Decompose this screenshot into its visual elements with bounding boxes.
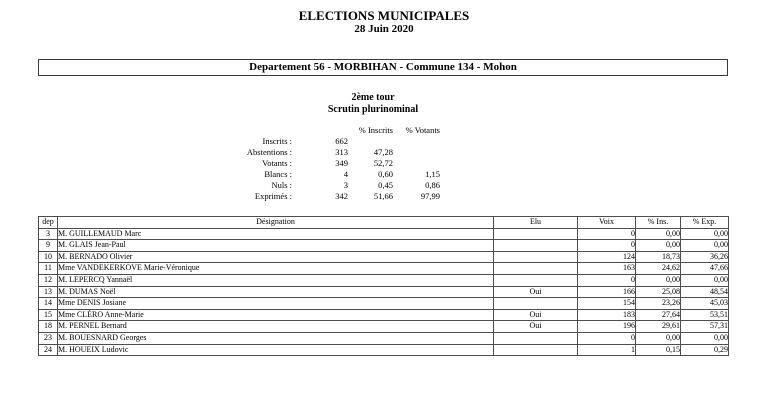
cell-elu [494,344,578,356]
cell-designation: M. LEPERCQ Yannaël [58,274,494,286]
cell-voix: 183 [578,309,636,321]
table-row [39,240,729,252]
cell-pct-exp: 48,54 [681,286,729,298]
table-row [39,263,729,275]
cell-pct-exp: 47,66 [681,263,729,275]
stats-pct-votants: 1,15 [425,169,440,179]
cell-pct-ins: 0,00 [636,228,681,240]
cell-voix: 0 [578,240,636,252]
stats-row [192,180,440,191]
table-row [39,309,729,321]
page-title: ELECTIONS MUNICIPALES [298,8,470,23]
cell-pct-ins: 29,61 [636,321,681,333]
table-row [39,321,729,333]
stats-pct-votants: 0,86 [425,180,440,190]
page-date: 28 Juin 2020 [354,23,414,35]
cell-pct-exp: 57,31 [681,321,729,333]
stats-pct-inscrits: 0,60 [378,169,393,179]
cell-pct-exp: 0,29 [681,344,729,356]
cell-pct-exp: 0,00 [681,274,729,286]
stats-value: 313 [335,147,348,157]
department-header-text: Departement 56 - MORBIHAN - Commune 134 - Mohon [249,61,517,73]
col-header-dep: dep [39,217,58,229]
stats-pct-inscrits: 52,72 [373,158,393,168]
cell-pct-ins: 23,26 [636,298,681,310]
stats-row [192,136,440,147]
stats-pct-inscrits: 51,66 [373,191,393,201]
cell-designation: Mme DENIS Josiane [58,298,494,310]
stats-pct-votants: 97,99 [420,191,440,201]
cell-designation: M. PERNEL Bernard [58,321,494,333]
cell-voix: 1 [578,344,636,356]
cell-elu [494,240,578,252]
ballot-type-label: Scrutin plurinominal [327,103,419,115]
stats-value: 349 [335,158,348,168]
stats-pct-inscrits: 47,28 [373,147,393,157]
cell-dep: 11 [39,263,58,275]
stats-pct-inscrits [348,136,393,147]
cell-dep: 14 [39,298,58,310]
cell-elu [494,263,578,275]
cell-voix: 166 [578,286,636,298]
table-row [39,298,729,310]
stats-label: Blancs : [264,169,292,179]
stats-pct-inscrits: 0,45 [378,180,393,190]
cell-pct-ins: 27,64 [636,309,681,321]
stats-pct-votants [393,147,440,158]
cell-designation: M. HOUEIX Ludovic [58,344,494,356]
cell-pct-exp: 0,00 [681,240,729,252]
cell-voix: 154 [578,298,636,310]
cell-designation: Mme CLÉRO Anne-Marie [58,309,494,321]
cell-elu [494,332,578,344]
col-header-pct-ins: % Ins. [636,217,681,229]
stats-header-spacer [292,125,348,136]
cell-dep: 24 [39,344,58,356]
cell-voix: 124 [578,251,636,263]
table-row [39,344,729,356]
cell-voix: 0 [578,274,636,286]
cell-elu [494,298,578,310]
cell-dep: 15 [39,309,58,321]
results-table [38,216,729,356]
results-body [39,228,729,356]
cell-voix: 0 [578,228,636,240]
cell-pct-ins: 24,62 [636,263,681,275]
cell-designation: M. BOUESNARD Georges [58,332,494,344]
stats-label: Abstentions : [246,147,292,157]
stats-value: 342 [335,191,348,201]
cell-pct-ins: 0,15 [636,344,681,356]
cell-voix: 196 [578,321,636,333]
cell-dep: 10 [39,251,58,263]
stats-header-spacer [192,125,292,136]
cell-pct-ins: 25,08 [636,286,681,298]
stats-value: 4 [343,169,348,179]
cell-elu [494,274,578,286]
stats-body [192,136,440,202]
col-header-voix: Voix [578,217,636,229]
stats-row [192,158,440,169]
stats-row [192,191,440,202]
stats-pct-votants [393,158,440,169]
round-label: 2ème tour [351,92,395,103]
cell-pct-exp: 0,00 [681,228,729,240]
cell-dep: 18 [39,321,58,333]
cell-dep: 9 [39,240,58,252]
cell-elu: Oui [494,321,578,333]
table-row [39,251,729,263]
results-header-row [39,217,729,229]
cell-elu [494,228,578,240]
cell-dep: 12 [39,274,58,286]
cell-dep: 13 [39,286,58,298]
cell-voix: 0 [578,332,636,344]
stats-header-row [192,125,440,136]
stats-col-header-inscrits: % Inscrits [358,125,393,135]
stats-value: 662 [335,136,348,146]
stats-value: 3 [343,180,348,190]
cell-designation: M. GUILLEMAUD Marc [58,228,494,240]
cell-elu: Oui [494,309,578,321]
cell-pct-ins: 0,00 [636,332,681,344]
stats-row [192,169,440,180]
cell-designation: M. DUMAS Noël [58,286,494,298]
stats-label: Inscrits : [262,136,292,146]
stats-row [192,147,440,158]
col-header-designation: Désignation [58,217,494,229]
stats-pct-votants [393,136,440,147]
cell-voix: 163 [578,263,636,275]
cell-designation: Mme VANDEKERKOVE Marie-Véronique [58,263,494,275]
stats-label: Nuls : [271,180,292,190]
cell-pct-exp: 0,00 [681,332,729,344]
cell-pct-exp: 36,26 [681,251,729,263]
cell-pct-exp: 53,51 [681,309,729,321]
cell-pct-ins: 18,73 [636,251,681,263]
col-header-pct-exp: % Exp. [681,217,729,229]
cell-elu: Oui [494,286,578,298]
table-row [39,332,729,344]
table-row [39,274,729,286]
cell-pct-ins: 0,00 [636,274,681,286]
subtitle-block [0,92,757,115]
cell-designation: M. BERNADO Olivier [58,251,494,263]
cell-designation: M. GLAIS Jean-Paul [58,240,494,252]
cell-pct-ins: 0,00 [636,240,681,252]
cell-dep: 23 [39,332,58,344]
stats-table [192,125,440,202]
table-row [39,286,729,298]
cell-elu [494,251,578,263]
stats-label: Votants : [262,158,292,168]
stats-col-header-votants: % Votants [405,125,440,135]
stats-label: Exprimés : [254,191,292,201]
department-header-box [38,59,728,76]
table-row [39,228,729,240]
cell-dep: 3 [39,228,58,240]
col-header-elu: Elu [494,217,578,229]
document-title-block [0,8,768,36]
cell-pct-exp: 45,03 [681,298,729,310]
